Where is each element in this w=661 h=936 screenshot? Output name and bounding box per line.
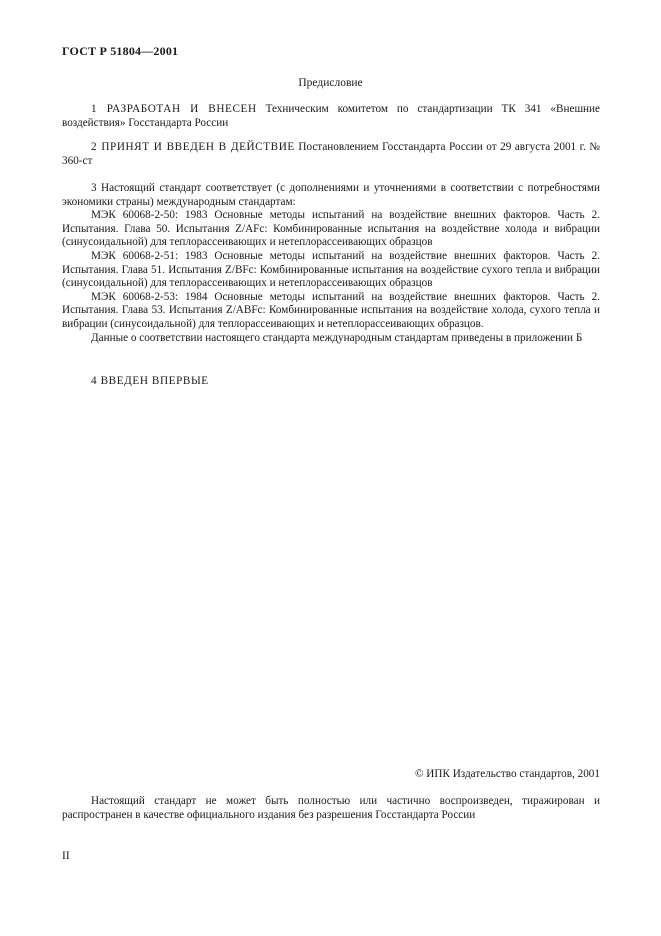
standard-code-header: ГОСТ Р 51804—2001 (62, 44, 179, 58)
item-1-lead: 1 РАЗРАБОТАН И ВНЕСЕН (91, 103, 257, 115)
annex-note: Данные о соответствии настоящего стандарта международным стандартам приведены в приложении Б (91, 331, 583, 344)
reproduction-note (62, 794, 600, 822)
reference-iec-60068-2-53: МЭК 60068-2-53: 1984 Основные методы испытаний на воздействие внешних факторов. Часть 2. Испытания. Глава 53. Испытания Z/ABFc: Комбинированные испытания на воздействие холода, сухого тепла и вибрации (синусоидальной) для теплорассеивающих и нетеплорассеивающих образцов. (62, 290, 600, 330)
item-4-lead: 4 ВВЕДЕН ВПЕРВЫЕ (91, 375, 209, 387)
item-1-text: Техническим комитетом по стандартизации ТК 341 «Внешние воздействия» Госстандарта России (62, 103, 600, 129)
copyright-line: © ИПК Издательство стандартов, 2001 (414, 768, 600, 780)
item-3-block (62, 182, 600, 345)
item-1-paragraph (62, 103, 600, 130)
item-2-paragraph (62, 141, 600, 168)
page-number: II (62, 850, 70, 862)
reproduction-note-text: Настоящий стандарт не может быть полностью или частично воспроизведен, тиражирован и распространен в качестве официального издания без разрешения Госстандарта России (62, 795, 600, 821)
section-title: Предисловие (298, 77, 363, 89)
item-3-text: 3 Настоящий стандарт соответствует (с дополнениями и уточнениями в соответствии с потребностями экономики страны) международным стандартам: (62, 182, 600, 208)
reference-iec-60068-2-50: МЭК 60068-2-50: 1983 Основные методы испытаний на воздействие внешних факторов. Часть 2. Испытания. Глава 50. Испытания Z/AFc: Комбинированные испытания на воздействие холода и вибрации (синусоидальной) для теплорассеивающих и нетеплорассеивающих образцов (62, 209, 600, 249)
item-2-lead: 2 ПРИНЯТ И ВВЕДЕН В ДЕЙСТВИЕ (91, 141, 295, 153)
item-2-text: Постановлением Госстандарта России от 29 августа 2001 г. № 360-ст (62, 141, 600, 167)
item-4-paragraph (62, 375, 600, 389)
reference-iec-60068-2-51: МЭК 60068-2-51: 1983 Основные методы испытаний на воздействие внешних факторов. Часть 2. Испытания. Глава 51. Испытания Z/BFc: Комбинированные испытания на воздействие сухого тепла и вибрации (синусоидальной) для теплорассеивающих и нетеплорассеивающих образцов (62, 249, 600, 290)
